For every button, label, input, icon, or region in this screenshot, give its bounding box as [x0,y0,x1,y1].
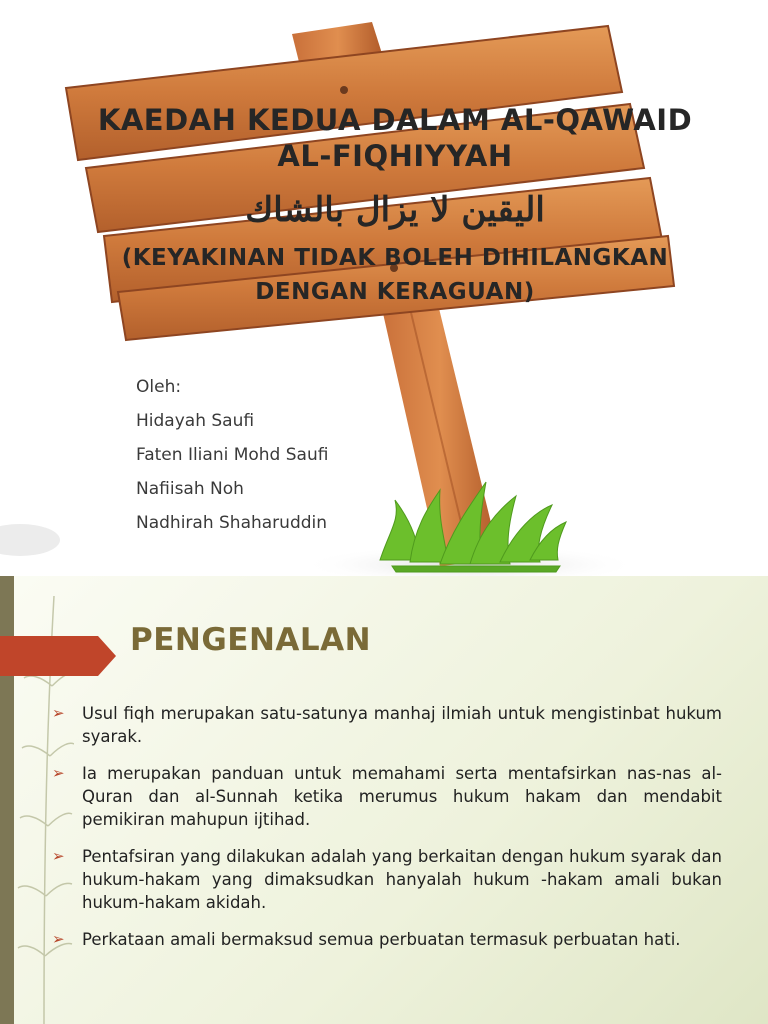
author-name: Hidayah Saufi [136,411,255,431]
bullet-text: Pentafsiran yang dilakukan adalah yang berkaitan dengan hukum syarak dan hukum-hakam yang dimaksudkan hanyalah hukum -hakam amali bukan hukum-hakam akidah. [82,847,722,912]
author-label: Oleh: [136,377,182,397]
slide-subtitle [70,241,720,309]
list-item [52,845,722,914]
arabic-title: اليقين لا يزال بالشاك [245,190,545,230]
arrow-bullet-icon: ➢ [52,930,65,948]
title-line-1: KAEDAH KEDUA DALAM AL-QAWAID [97,103,693,137]
slide-title [70,102,720,174]
subtitle-line-2: DENGAN KERAGUAN) [255,279,535,305]
bullet-text: Usul fiqh merupakan satu-satunya manhaj ilmiah untuk mengistinbat hukum syarak. [82,704,722,746]
list-item [52,928,722,951]
author-list [136,374,328,544]
introduction-slide [0,576,768,1024]
bg-blob [0,524,60,556]
slide-heading: PENGENALAN [130,622,372,658]
bullet-text: Perkataan amali bermaksud semua perbuatan termasuk perbuatan hati. [82,930,681,949]
bullet-list [52,702,722,965]
author-name: Nadhirah Shaharuddin [136,513,328,533]
arrow-bullet-icon: ➢ [52,764,65,782]
list-item [52,702,722,748]
subtitle-line-1: (KEYAKINAN TIDAK BOLEH DIHILANGKAN [121,245,669,271]
heading-arrow-shape [0,636,118,676]
author-name: Nafiisah Noh [136,479,244,499]
title-line-2: AL-FIQHIYYAH [277,139,513,173]
arrow-bullet-icon: ➢ [52,704,65,722]
bullet-text: Ia merupakan panduan untuk memahami serta mentafsirkan nas-nas al-Quran dan al-Sunnah ketika merumus hukum hakam dan mendabit pemikiran mahupun ijtihad. [82,764,722,829]
author-name: Faten Iliani Mohd Saufi [136,445,329,465]
arrow-bullet-icon: ➢ [52,847,65,865]
list-item [52,762,722,831]
